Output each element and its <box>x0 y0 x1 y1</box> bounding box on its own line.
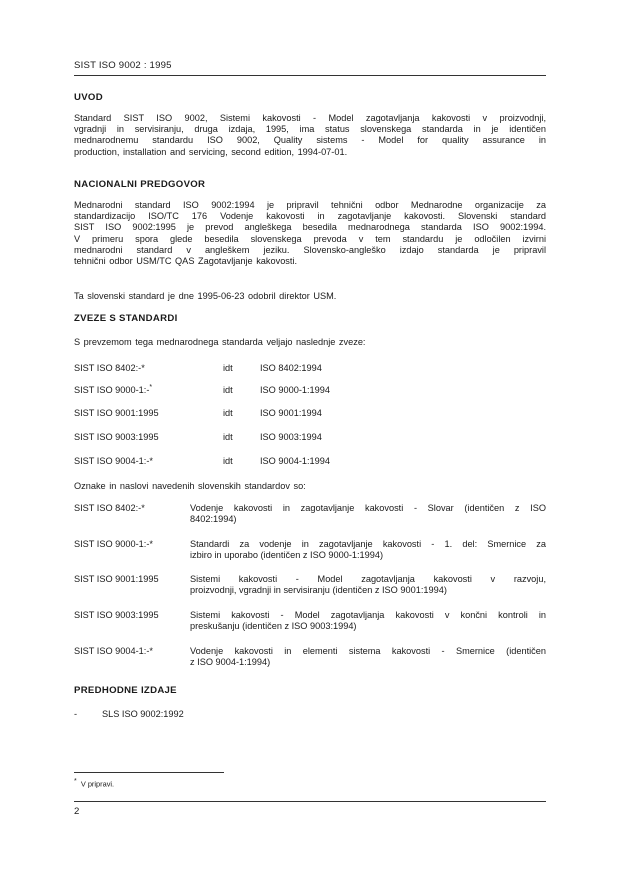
predgovor-line: tehnični odbor USM/TC QAS Zagotavljanje kakovosti. <box>74 256 298 267</box>
standard-title-line: 8402:1994) <box>190 514 237 525</box>
standard-code: SIST ISO 9001:1995 <box>74 574 159 584</box>
reference-relation: idt <box>223 385 233 395</box>
reference-sist <box>74 385 152 395</box>
standard-title-line: Vodenje kakovosti in zagotavljanje kakovosti - Slovar (identičen z ISO <box>190 503 546 513</box>
standard-title <box>190 646 546 668</box>
footnote-rule <box>74 772 224 773</box>
standard-title-line: Sistemi kakovosti - Model zagotavljanja kakovosti v razvoju, <box>190 574 546 584</box>
standard-title <box>190 539 546 561</box>
uvod-line: production, installation and servicing, second edition, 1994-07-01. <box>74 146 348 157</box>
standard-title-line: Sistemi kakovosti - Model zagotavljanja kakovosti v končni kontroli in <box>190 610 546 620</box>
reference-sist: SIST ISO 9004-1:-* <box>74 456 153 466</box>
reference-sist: SIST ISO 9001:1995 <box>74 408 159 418</box>
reference-iso: ISO 9003:1994 <box>260 432 322 442</box>
predgovor-line: standardizacijo ISO/TC 176 Vodenje kakovosti in zagotavljanje kakovosti. Slovenski standard <box>74 211 546 222</box>
header-rule <box>74 75 546 76</box>
footnote-text: V pripravi. <box>80 779 115 789</box>
reference-sist-code: SIST ISO 9000-1:- <box>74 385 150 395</box>
uvod-paragraph <box>74 113 546 158</box>
uvod-line: vgradnji in servisiranju, druga izdaja, 1995, ima status slovenskega standarda in je identičen <box>74 124 546 135</box>
reference-relation: idt <box>223 363 233 373</box>
standard-title-line: proizvodnji, vgradnji in servisiranju (identičen z ISO 9001:1994) <box>190 585 447 596</box>
reference-sist: SIST ISO 9003:1995 <box>74 432 159 442</box>
standard-code: SIST ISO 9004-1:-* <box>74 646 153 656</box>
reference-relation: idt <box>223 408 233 418</box>
previous-edition-code: SLS ISO 9002:1992 <box>102 709 184 719</box>
standard-title <box>190 610 546 632</box>
uvod-line: Standard SIST ISO 9002, Sistemi kakovosti - Model zagotavljanja kakovosti v proizvodnji, <box>74 113 546 123</box>
section-heading-zveze: ZVEZE S STANDARDI <box>74 313 178 324</box>
predgovor-line: Mednarodni standard ISO 9002:1994 je pripravil tehnični odbor Mednarodne organizacije za <box>74 200 546 210</box>
predgovor-line: SIST ISO 9002:1995 je prevod angleškega besedila mednarodnega standarda ISO 9002:1994. <box>74 222 546 233</box>
predgovor-line: V primeru spora glede besedila slovenskega prevoda v tem standardu je odločilen izvirni <box>74 233 546 244</box>
footnote-mark: * <box>74 778 77 785</box>
predgovor-line: mednarodni standard v angleškem jeziku. Slovensko-angleško izdajo standarda je pripravil <box>74 244 546 255</box>
predgovor-paragraph <box>74 200 546 267</box>
standard-code: SIST ISO 9003:1995 <box>74 610 159 620</box>
reference-iso: ISO 8402:1994 <box>260 363 322 373</box>
standard-title-line: Vodenje kakovosti in elementi sistema kakovosti - Smernice (identičen <box>190 646 546 656</box>
approval-paragraph: Ta slovenski standard je dne 1995-06-23 odobril direktor USM. <box>74 291 337 301</box>
standard-code: SIST ISO 8402:-* <box>74 503 145 513</box>
section-heading-predgovor: NACIONALNI PREDGOVOR <box>74 179 206 190</box>
standard-title-line: preskušanju (identičen z ISO 9003:1994) <box>190 621 357 632</box>
page-number: 2 <box>74 806 80 817</box>
zveze-intro: S prevzemom tega mednarodnega standarda veljajo naslednje zveze: <box>74 337 366 347</box>
uvod-line: mednarodnemu standardu ISO 9002, Quality sistems - Model for quality assurance in <box>74 135 546 146</box>
reference-relation: idt <box>223 432 233 442</box>
reference-iso: ISO 9004-1:1994 <box>260 456 330 466</box>
reference-sist: SIST ISO 8402:-* <box>74 363 145 373</box>
reference-iso: ISO 9001:1994 <box>260 408 322 418</box>
titles-intro: Oznake in naslovi navedenih slovenskih standardov so: <box>74 481 306 491</box>
standard-title-line: z ISO 9004-1:1994) <box>190 657 271 668</box>
section-heading-predhodne: PREDHODNE IZDAJE <box>74 685 177 696</box>
footnote-mark: * <box>149 383 153 391</box>
footer-rule <box>74 801 546 802</box>
standard-title <box>190 503 546 525</box>
standard-title <box>190 574 546 596</box>
reference-relation: idt <box>223 456 233 466</box>
section-heading-uvod: UVOD <box>74 92 103 103</box>
reference-iso: ISO 9000-1:1994 <box>260 385 330 395</box>
standard-title-line: izbiro in uporabo (identičen z ISO 9000-1:1994) <box>190 550 384 561</box>
bullet-dash: - <box>74 709 78 719</box>
running-header: SIST ISO 9002 : 1995 <box>74 60 172 71</box>
footnote <box>74 778 114 788</box>
standard-title-line: Standardi za vodenje in zagotavljanje kakovosti - 1. del: Smernice za <box>190 539 546 549</box>
standard-code: SIST ISO 9000-1:-* <box>74 539 153 549</box>
